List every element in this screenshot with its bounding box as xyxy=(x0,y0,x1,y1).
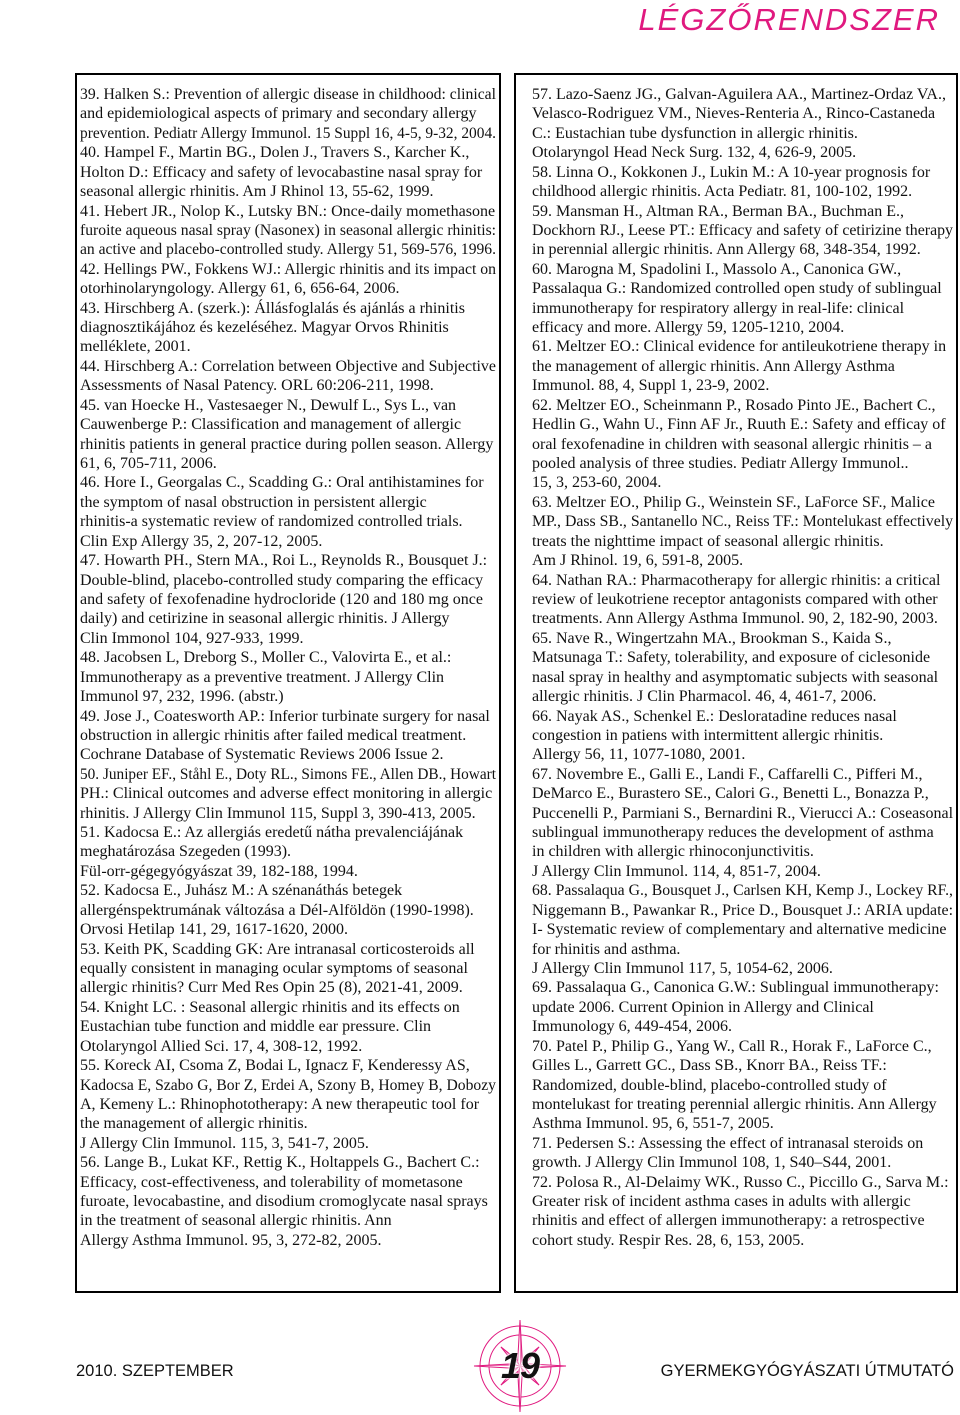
reference-line: 62. Meltzer EO., Scheinmann P., Rosado Pinto JE., Bachert C., xyxy=(532,396,936,414)
reference-item xyxy=(80,85,496,143)
reference-line: 46. Hore I., Georgalas C., Scadding G.: Oral antihistamines for xyxy=(80,474,484,492)
reference-line: 71. Pedersen S.: Assessing the effect of intranasal steroids on xyxy=(532,1134,924,1152)
reference-item xyxy=(80,551,496,648)
reference-item xyxy=(80,648,496,706)
reference-line: 39. Halken S.: Prevention of allergic disease in childhood: clinical xyxy=(80,86,496,103)
reference-item xyxy=(532,707,953,765)
reference-line: allergic rhinitis. J Clin Pharmacol. 46, 4, 461-7, 2006. xyxy=(532,688,877,706)
reference-line: 59. Mansman H., Altman RA., Berman BA., Buchman E., xyxy=(532,202,904,220)
reference-line: growth. J Allergy Clin Immunol 108, 1, S40–S44, 2001. xyxy=(532,1154,892,1172)
reference-line: 60. Marogna M, Spadolini I., Massolo A., Canonica GW., xyxy=(532,260,902,278)
reference-line: oral fexofenadine in children with seasonal allergic rhinitis – a xyxy=(532,435,933,453)
reference-line: Assessments of Nasal Patency. ORL 60:206-211, 1998. xyxy=(80,377,434,395)
reference-line: 47. Howarth PH., Stern MA., Roi L., Reynolds R., Bousquet J.: xyxy=(80,552,488,570)
reference-line: 61. Meltzer EO.: Clinical evidence for antileukotriene therapy in xyxy=(532,338,947,356)
reference-line: Holton D.: Efficacy and safety of levocabastine nasal spray for xyxy=(80,163,483,181)
reference-item xyxy=(80,1056,496,1153)
reference-line: meghatározása Szegeden (1993). xyxy=(80,843,292,861)
reference-line: the management of allergic rhinitis. xyxy=(80,1115,308,1133)
reference-line: childhood allergic rhinitis. Acta Pediatr. 81, 100-102, 1992. xyxy=(532,183,913,201)
reference-list-left-column xyxy=(75,73,501,1293)
reference-line: and epidemiological aspects of primary and secondary allergy xyxy=(80,105,477,123)
reference-line: treats the nighttime impact of seasonal allergic rhinitis. xyxy=(532,532,884,550)
reference-line: 61, 6, 705-711, 2006. xyxy=(80,455,217,473)
reference-item xyxy=(80,940,496,998)
reference-line: obstruction in allergic rhinitis after failed medical treatment. xyxy=(80,726,467,744)
reference-item xyxy=(532,260,953,338)
reference-line: efficacy and more. Allergy 59, 1205-1210, 2004. xyxy=(532,319,845,337)
reference-line: pooled analysis of three studies. Pediatr Allergy Immunol.. xyxy=(532,455,909,473)
reference-line: Dockhorn RJ., Leese PT.: Efficacy and safety of cetirizine therapy xyxy=(532,221,954,239)
reference-line: Eustachian tube function and middle ear pressure. Clin xyxy=(80,1018,432,1036)
reference-line: the management of allergic rhinitis. Ann Allergy Asthma xyxy=(532,357,895,375)
reference-line: Velasco-Rodriguez VM., Nieves-Renteria A., Rinco-Castaneda xyxy=(532,105,936,123)
reference-line: Otolaryngol Head Neck Surg. 132, 4, 626-9, 2005. xyxy=(532,144,857,162)
reference-line: seasonal allergic rhinitis. Am J Rhinol 13, 55-62, 1999. xyxy=(80,183,434,201)
reference-line: rhinitis. J Allergy Clin Immunol 115, Suppl 3, 390-413, 2005. xyxy=(80,804,476,822)
reference-line: 40. Hampel F., Martin BG., Dolen J., Travers S., Karcher K., xyxy=(80,144,470,162)
reference-line: an active and placebo-controlled study. Allergy 51, 569-576, 1996. xyxy=(80,241,496,259)
reference-line: DeMarco E., Burastero SE., Calori G., Benetti L., Bonazza P., xyxy=(532,785,929,803)
reference-line: Double-blind, placebo-controlled study comparing the efficacy xyxy=(80,571,484,589)
reference-line: 67. Novembre E., Galli E., Landi F., Caffarelli C., Pifferi M., xyxy=(532,765,923,783)
reference-line: J Allergy Clin Immunol. 114, 4, 851-7, 2004. xyxy=(532,862,821,880)
reference-item xyxy=(532,396,953,493)
reference-item xyxy=(80,823,496,881)
reference-line: 72. Polosa R., Al-Delaimy WK., Russo C., Piccillo G., Sarva M.: xyxy=(532,1173,949,1191)
reference-line: 56. Lange B., Lukat KF., Rettig K., Holtappels G., Bachert C.: xyxy=(80,1154,480,1172)
reference-line: Allergy Asthma Immunol. 95, 3, 272-82, 2005. xyxy=(80,1231,382,1249)
reference-line: 69. Passalaqua G., Canonica G.W.: Sublingual immunotherapy: xyxy=(532,979,939,997)
reference-item xyxy=(80,765,496,823)
reference-line: montelukast for treating perennial allergic rhinitis. Ann Allergy xyxy=(532,1095,937,1113)
reference-line: 54. Knight LC. : Seasonal allergic rhinitis and its effects on xyxy=(80,998,460,1016)
reference-line: Gilles L., Garrett GC., Dass SB., Knorr BA., Reiss TF.: xyxy=(532,1057,887,1075)
reference-line: Clin Exp Allergy 35, 2, 207-12, 2005. xyxy=(80,532,323,550)
reference-line: furoate, levocabastine, and disodium cromoglycate nasal sprays xyxy=(80,1193,488,1211)
reference-line: melléklete, 2001. xyxy=(80,338,191,356)
reference-item xyxy=(532,337,953,395)
reference-line: 52. Kadocsa E., Juhász M.: A szénanáthás betegek xyxy=(80,882,403,900)
reference-line: update 2006. Current Opinion in Allergy and Clinical xyxy=(532,998,874,1016)
reference-item xyxy=(532,1173,953,1251)
reference-item xyxy=(532,629,953,707)
reference-line: 68. Passalaqua G., Bousquet J., Carlsen KH, Kemp J., Lockey RF., xyxy=(532,882,953,900)
reference-item xyxy=(532,571,953,629)
reference-line: MP., Dass SB., Santanello NC., Reiss TF.: Montelukast effectively xyxy=(532,513,954,531)
reference-line: PH.: Clinical outcomes and adverse effect monitoring in allergic xyxy=(80,785,493,803)
reference-line: Asthma Immunol. 95, 6, 551-7, 2005. xyxy=(532,1115,774,1133)
reference-line: rhinitis patients in general practice during pollen season. Allergy xyxy=(80,435,494,453)
reference-line: equally consistent in managing ocular symptoms of seasonal xyxy=(80,959,468,977)
reference-line: sublingual immunotherapy reduces the development of asthma xyxy=(532,824,934,842)
reference-line: 65. Nave R., Wingertzahn MA., Brookman S., Kaida S., xyxy=(532,629,892,647)
reference-line: immunotherapy for respiratory allergy in real-life: clinical xyxy=(532,299,905,317)
reference-line: Immunol. 88, 4, Suppl 1, 23-9, 2002. xyxy=(532,377,770,395)
reference-line: Immunol 97, 232, 1996. (abstr.) xyxy=(80,688,284,706)
reference-item xyxy=(80,260,496,299)
reference-item xyxy=(80,881,496,939)
reference-line: Passalaqua G.: Randomized controlled open study of sublingual xyxy=(532,280,942,298)
reference-line: allergic rhinitis? Curr Med Res Opin 25 (8), 2021-41, 2009. xyxy=(80,979,463,997)
reference-line: Cochrane Database of Systematic Reviews 2006 Issue 2. xyxy=(80,746,444,764)
reference-line: Matsunaga T.: Safety, tolerability, and exposure of ciclesonide xyxy=(532,649,931,667)
reference-item xyxy=(80,998,496,1056)
reference-line: Fül-orr-gégegyógyászat 39, 182-188, 1994. xyxy=(80,862,358,880)
reference-line: 55. Koreck AI, Csoma Z, Bodai L, Ignacz F, Kenderessy AS, xyxy=(80,1057,470,1075)
reference-item xyxy=(80,143,496,201)
reference-line: Efficacy, cost-effectiveness, and tolerability of mometasone xyxy=(80,1173,463,1191)
reference-line: Niggemann B., Pawankar R., Price D., Bousquet J.: ARIA update: xyxy=(532,901,953,919)
reference-line: in perennial allergic rhinitis. Ann Allergy 68, 348-354, 1992. xyxy=(532,241,921,259)
reference-line: in the treatment of seasonal allergic rhinitis. Ann xyxy=(80,1212,392,1230)
reference-item xyxy=(532,978,953,1036)
reference-item xyxy=(532,85,953,163)
reference-line: Greater risk of incident asthma cases in adults with allergic xyxy=(532,1193,911,1211)
reference-line: 44. Hirschberg A.: Correlation between Objective and Subjective xyxy=(80,357,497,375)
reference-line: the symptom of nasal obstruction in persistent allergic xyxy=(80,493,427,511)
reference-line: 58. Linna O., Kokkonen J., Lukin M.: A 10-year prognosis for xyxy=(532,163,931,181)
reference-line: Hedlin G., Wahn U., Finn AF Jr., Ruuth E.: Safety and efficay of xyxy=(532,416,946,434)
reference-item xyxy=(532,493,953,571)
reference-line: 45. van Hoecke H., Vastesaeger N., Dewulf L., Sys L., van xyxy=(80,396,457,414)
reference-line: 42. Hellings PW., Fokkens WJ.: Allergic rhinitis and its impact on xyxy=(80,260,497,278)
reference-line: otorhinolaryngology. Allergy 61, 6, 656-64, 2006. xyxy=(80,280,400,298)
reference-line: Otolaryngol Allied Sci. 17, 4, 308-12, 1992. xyxy=(80,1037,363,1055)
reference-line: 41. Hebert JR., Nolop K., Lutsky BN.: Once-daily momethasone xyxy=(80,202,496,220)
reference-line: diagnosztikájához és kezeléséhez. Magyar Orvos Rhinitis xyxy=(80,319,449,337)
reference-item xyxy=(80,396,496,474)
reference-line: rhinitis and effect of allergen immunotherapy: a retrospective xyxy=(532,1212,925,1230)
reference-line: Am J Rhinol. 19, 6, 591-8, 2005. xyxy=(532,552,744,570)
reference-line: I- Systematic review of complementary and alternative medicine xyxy=(532,921,947,939)
reference-item xyxy=(80,299,496,357)
reference-line: and safety of fexofenadine hydrocloride (120 and 180 mg once xyxy=(80,590,483,608)
reference-line: C.: Eustachian tube dysfunction in allergic rhinitis. xyxy=(532,124,858,142)
reference-line: 51. Kadocsa E.: Az allergiás eredetű nátha prevalenciájának xyxy=(80,824,464,842)
reference-line: 43. Hirschberg A. (szerk.): Állásfoglalás és ajánlás a rhinitis xyxy=(80,299,465,317)
reference-item xyxy=(532,202,953,260)
reference-line: Orvosi Hetilap 141, 29, 1617-1620, 2000. xyxy=(80,921,348,939)
reference-line: Kadocsa E, Szabo G, Bor Z, Erdei A, Szony B, Homey B, Dobozy xyxy=(80,1076,497,1094)
reference-line: for rhinitis and asthma. xyxy=(532,940,681,958)
reference-line: Cauwenberge P.: Classification and management of allergic xyxy=(80,416,462,434)
reference-line: Randomized, double-blind, placebo-controlled study of xyxy=(532,1076,887,1094)
reference-line: 49. Jose J., Coatesworth AP.: Inferior turbinate surgery for nasal xyxy=(80,707,490,725)
reference-line: nasal spray in healthy and asymptomatic subjects with seasonal xyxy=(532,668,939,686)
reference-item xyxy=(80,707,496,765)
reference-item xyxy=(532,1037,953,1134)
reference-line: Immunology 6, 449-454, 2006. xyxy=(532,1018,732,1036)
reference-line: Clin Immonol 104, 927-933, 1999. xyxy=(80,629,304,647)
reference-item xyxy=(80,357,496,396)
reference-item xyxy=(532,881,953,978)
reference-line: daily) and cetirizine in seasonal allergic rhinitis. J Allergy xyxy=(80,610,450,628)
reference-line: rhinitis-a systematic review of randomized controlled trials. xyxy=(80,513,463,531)
reference-line: congestion in patiens with intermittent allergic rhinitis. xyxy=(532,726,884,744)
reference-line: 50. Juniper EF., Ståhl E., Doty RL., Simons FE., Allen DB., Howart xyxy=(80,765,496,783)
reference-line: J Allergy Clin Immunol 117, 5, 1054-62, 2006. xyxy=(532,959,833,977)
reference-line: 57. Lazo-Saenz JG., Galvan-Aguilera AA., Martinez-Ordaz VA., xyxy=(532,86,946,103)
reference-line: Puccenelli P., Parmiani S., Bernardini R., Vierucci A.: Coseasonal xyxy=(532,804,954,822)
reference-line: in children with allergic rhinoconjunctivitis. xyxy=(532,843,814,861)
publication-title: GYERMEKGYÓGYÁSZATI ÚTMUTATÓ xyxy=(660,1362,954,1380)
reference-line: 53. Keith PK, Scadding GK: Are intranasal corticosteroids all xyxy=(80,940,475,958)
reference-line: 66. Nayak AS., Schenkel E.: Desloratadine reduces nasal xyxy=(532,707,897,725)
reference-item xyxy=(80,1153,496,1250)
reference-line: cohort study. Respir Res. 28, 6, 153, 2005. xyxy=(532,1231,805,1249)
reference-line: 63. Meltzer EO., Philip G., Weinstein SF., LaForce SF., Malice xyxy=(532,493,935,511)
reference-line: review of leukotriene receptor antagonists compared with other xyxy=(532,590,938,608)
reference-line: J Allergy Clin Immunol. 115, 3, 541-7, 2005. xyxy=(80,1134,369,1152)
reference-item xyxy=(80,202,496,260)
reference-item xyxy=(532,163,953,202)
reference-line: Allergy 56, 11, 1077-1080, 2001. xyxy=(532,746,746,764)
section-title: LÉGZŐRENDSZER xyxy=(638,2,940,37)
reference-line: A, Kemeny L.: Rhinophototherapy: A new therapeutic tool for xyxy=(80,1095,480,1113)
reference-line: 15, 3, 253-60, 2004. xyxy=(532,474,662,492)
reference-item xyxy=(532,765,953,882)
reference-line: furoite aqueous nasal spray (Nasonex) in seasonal allergic rhinitis: xyxy=(80,221,497,239)
page-number: 19 xyxy=(500,1345,540,1386)
reference-line: Immunotherapy as a preventive treatment. J Allergy Clin xyxy=(80,668,445,686)
reference-line: 70. Patel P., Philip G., Yang W., Call R., Horak F., LaForce C., xyxy=(532,1037,932,1055)
reference-line: 64. Nathan RA.: Pharmacotherapy for allergic rhinitis: a critical xyxy=(532,571,941,589)
reference-item xyxy=(532,1134,953,1173)
reference-line: allergénspektrumának változása a Dél-Alföldön (1990-1998). xyxy=(80,901,474,919)
reference-line: prevention. Pediatr Allergy Immunol. 15 Suppl 16, 4-5, 9-32, 2004. xyxy=(80,124,496,142)
reference-item xyxy=(80,473,496,551)
reference-list-right-column xyxy=(514,73,958,1293)
reference-line: treatments. Ann Allergy Asthma Immunol. 90, 2, 182-90, 2003. xyxy=(532,610,938,628)
issue-date: 2010. SZEPTEMBER xyxy=(76,1362,234,1380)
reference-line: 48. Jacobsen L, Dreborg S., Moller C., Valovirta E., et al.: xyxy=(80,649,452,667)
